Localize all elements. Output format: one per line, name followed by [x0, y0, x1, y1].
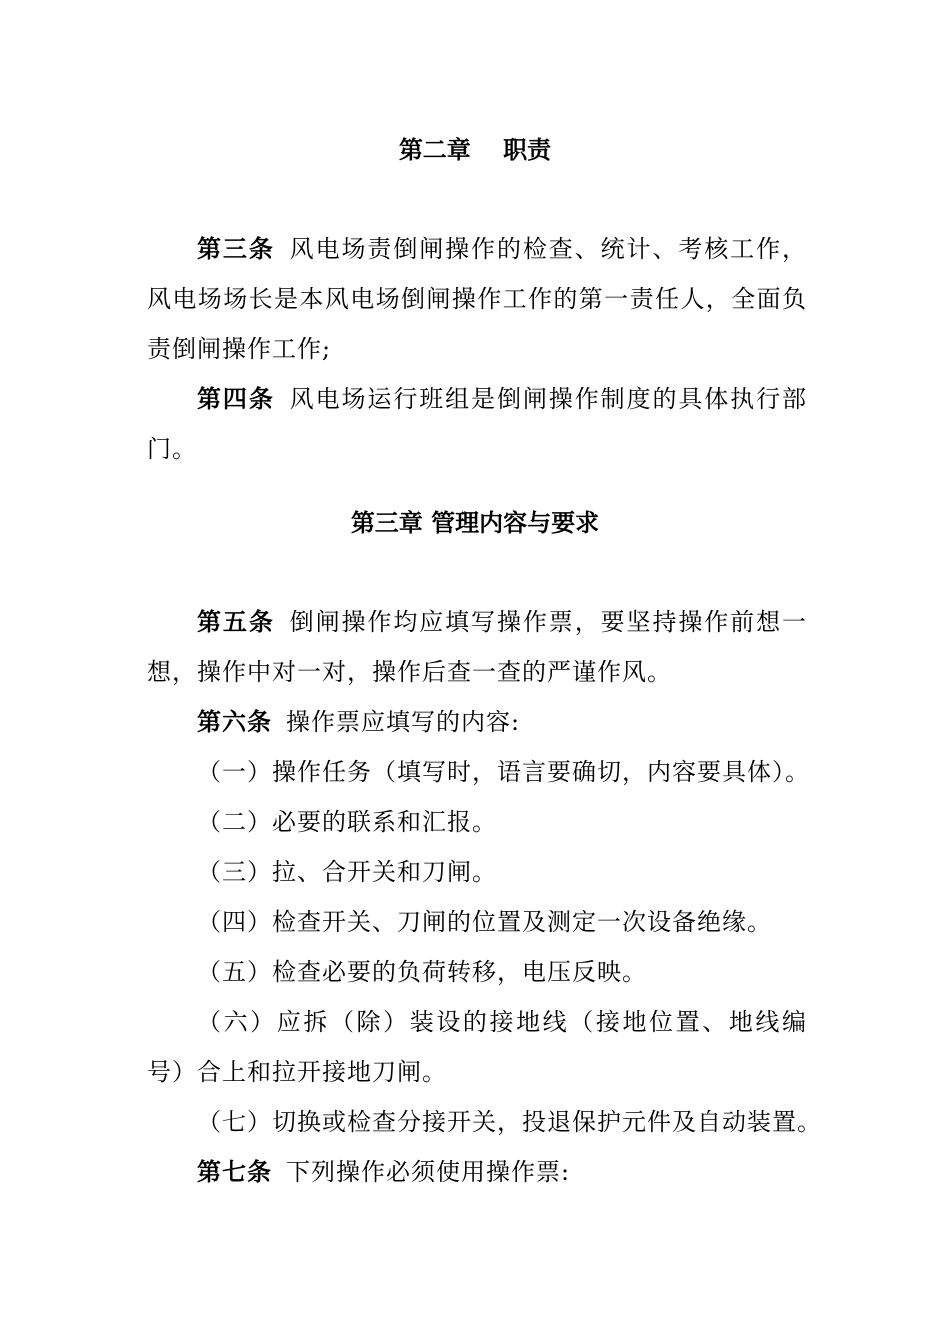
- article-7-text: 下列操作必须使用操作票:: [286, 1158, 571, 1186]
- article-4-label: 第四条: [197, 385, 275, 413]
- article-6-item-4: （四）检查开关、刀闸的位置及测定一次设备绝缘。: [197, 908, 772, 936]
- article-5-text: 倒闸操作均应填写操作票，要坚持操作前想一想，操作中对一对，操作后查一查的严谨作风。: [147, 608, 808, 686]
- article-6: [197, 697, 807, 747]
- article-3: [147, 224, 807, 374]
- article-6-item-7: （七）切换或检查分接开关，投退保护元件及自动装置。: [197, 1108, 822, 1136]
- chapter-3-heading: 第三章 管理内容与要求: [350, 509, 600, 537]
- article-6-item-5: （五）检查必要的负荷转移，电压反映。: [197, 958, 647, 986]
- article-4: [147, 374, 807, 474]
- article-6-label: 第六条: [197, 708, 272, 736]
- article-3-label: 第三条: [197, 235, 275, 263]
- article-7-label: 第七条: [197, 1158, 272, 1186]
- article-4-text: 风电场运行班组是倒闸操作制度的具体执行部门。: [147, 385, 808, 463]
- article-6-item-1: （一）操作任务（填写时，语言要确切，内容要具体）。: [197, 758, 810, 786]
- article-6-text: 操作票应填写的内容:: [286, 708, 521, 736]
- article-6-item-2: （二）必要的联系和汇报。: [197, 808, 497, 836]
- article-3-text: 风电场责倒闸操作的检查、统计、考核工作，风电场场长是本风电场倒闸操作工作的第一责任人，全面负责倒闸操作工作;: [147, 235, 808, 363]
- article-6-item-6: （六）应拆（除）装设的接地线（接地位置、地线编号）合上和拉开接地刀闸。: [147, 1008, 807, 1086]
- article-6-item-3: （三）拉、合开关和刀闸。: [197, 858, 497, 886]
- article-7: [197, 1147, 807, 1197]
- article-5: [147, 597, 807, 697]
- chapter-2-heading: 第二章 职责: [398, 136, 552, 164]
- article-5-label: 第五条: [197, 608, 275, 636]
